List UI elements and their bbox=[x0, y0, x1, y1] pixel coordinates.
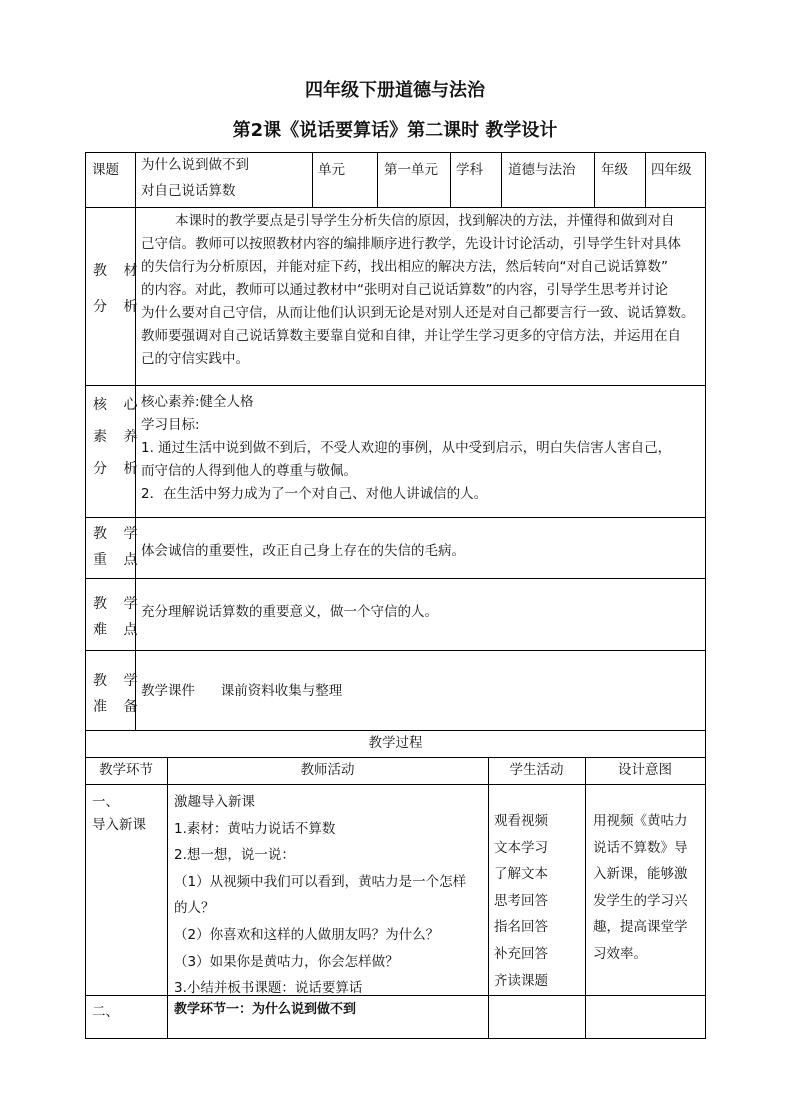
row1-stage-name: 导入新课 bbox=[92, 817, 146, 833]
row2-stage-number: 二、 bbox=[92, 1004, 119, 1020]
key-points-text: 体会诚信的重要性，改正自己身上存在的失信的毛病。 bbox=[141, 543, 465, 559]
core-label: 核 心 素 养 分 析 bbox=[93, 397, 144, 477]
difficulties-label: 教 学 难 点 bbox=[93, 596, 144, 638]
topic-line2: 对自己说话算数 bbox=[141, 183, 236, 199]
topic-label: 课题 bbox=[92, 162, 119, 178]
analysis-text: 本课时的教学要点是引导学生分析失信的原因，找到解决的方法，并懂得和做到对自 己守信。教师可以按照教材内容的编排顺序进行教学，先设计讨论活动，引导学生针对具体 的失信行为分析原因，并能对症下药，找出相应的解决方法，然后转向“对自己说话算数” 的内容。对此，教师可以通过教材中“张明对自己说话算数”的内容，引导学生思考并讨论 为什么要对自己守信，从而让他们认识到无论是对别人还是对自己都要言行一致、说话算数。 教师要强调对自己说话算数主要靠自觉和自律，并让学生学习更多的守信方法，并运用在自 己的守信实践中。 bbox=[141, 213, 695, 367]
col-student-header: 学生活动 bbox=[509, 762, 564, 778]
grade-label: 年级 bbox=[601, 162, 628, 178]
core-text: 核心素养:健全人格 学习目标: 1. 通过生活中说到做不到后，不受人欢迎的事例，从中受到启示，明白失信害人害自己， 而守信的人得到他人的尊重与敬佩。 2．在生活中努力成为了一个对自己、对他人讲诚信的人。 bbox=[141, 394, 672, 502]
unit-label: 单元 bbox=[318, 162, 345, 178]
process-heading: 教学过程 bbox=[368, 735, 423, 751]
preparation-label: 教 学 准 备 bbox=[93, 673, 144, 715]
row2-teacher-activity: 教学环节一：为什么说到做不到 bbox=[174, 1002, 357, 1017]
col-intent-header: 设计意图 bbox=[618, 762, 672, 778]
lesson-title: 第2课《说话要算话》第二课时 教学设计 bbox=[232, 120, 558, 141]
unit-value: 第一单元 bbox=[384, 162, 438, 178]
row1-stage-number: 一、 bbox=[92, 794, 119, 810]
col-stage-header: 教学环节 bbox=[99, 762, 153, 778]
document-title: 四年级下册道德与法治 bbox=[305, 80, 485, 101]
key-points-label: 教 学 重 点 bbox=[93, 526, 144, 568]
subject-value: 道德与法治 bbox=[508, 162, 576, 178]
difficulties-text: 充分理解说话算数的重要意义，做一个守信的人。 bbox=[141, 604, 438, 620]
subject-label: 学科 bbox=[456, 162, 483, 178]
topic-line1: 为什么说到做不到 bbox=[141, 157, 249, 173]
grade-value: 四年级 bbox=[651, 162, 692, 178]
row1-teacher-activity: 激趣导入新课 1.素材：黄咕力说话不算数 2.想一想，说一说： （1）从视频中我们可以看到，黄咕力是一个怎样 的人？ （2）你喜欢和这样的人做朋友吗？为什么？ （3）如果你是黄咕力，你会怎样做？ 3.小结并板书课题：说话要算话 bbox=[174, 794, 467, 997]
row1-student-activity: 观看视频 文本学习 了解文本 思考回答 指名回答 补充回答 齐读课题 bbox=[494, 813, 548, 989]
analysis-label: 教 材 分 析 bbox=[93, 263, 144, 315]
preparation-text: 教学课件 课前资料收集与整理 bbox=[141, 683, 343, 699]
row1-design-intent: 用视频《黄咕力 说话不算数》导 入新课，能够激 发学生的学习兴 趣，提高课堂学 习效率。 bbox=[593, 813, 688, 962]
col-teacher-header: 教师活动 bbox=[300, 762, 355, 778]
